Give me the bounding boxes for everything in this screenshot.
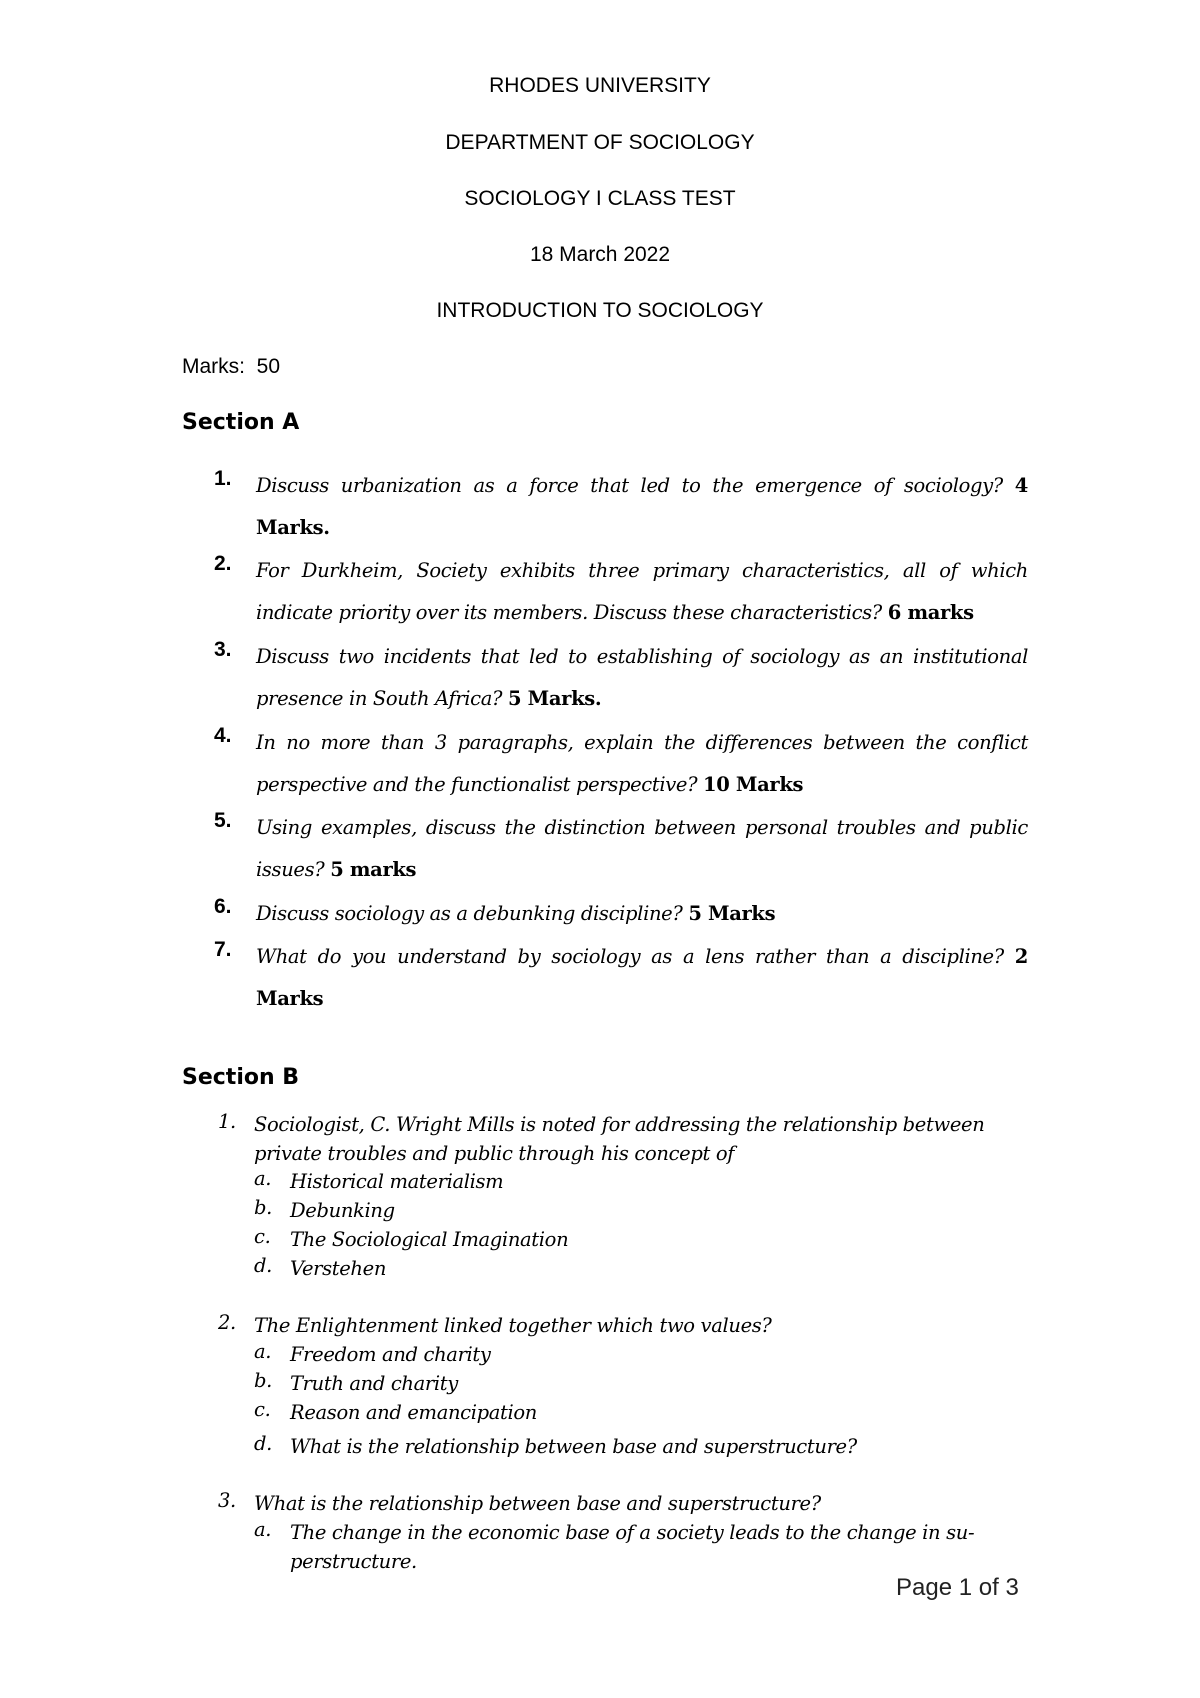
department-name: DEPARTMENT OF SOCIOLOGY [445,131,755,154]
marks-value: 50 [256,355,281,378]
total-marks [182,355,280,379]
document-page: RHODES UNIVERSITY DEPARTMENT OF SOCIOLOGY SOCIOLOGY I CLASS TEST 18 March 2022 INTRODUCTION TO SOCIOLOGY Marks: 50 Section A 1. Discuss urbanization as a force that led to the emergence of sociology? 4 Marks. 2. For Durkheim, Society exhibits three primary characteristics, all of which indicate priority over its members. Discuss these characteristics? 6 marks 3. Discuss two incidents that led to establishing of sociology as an institutional presence in South Africa? 5 Marks. 4. In no more than 3 paragraphs, explain the differences between the conflict perspective and the functionalist perspective? 10 Marks 5. Using examples, discuss the distinction between personal troubles and public issues? 5 marks 6. Discuss sociology as a debunking discipline? 5 Marks 7. What do you understand by sociology as a lens rather than a discipline? 2 Marks Section B 1. Sociologist, C. Wright Mills is noted for addressing the relationship between private troubles and public through his concept of a. Historical materialism b. Debunking c. The Sociological Imagination d. Verstehen 2. The Enlightenment linked together which two values? a. Freedom and charity b. Truth and charity c. Reason and emancipation d. What is the relationship between base and superstructure? 3. What is the relationship between base and superstructure? a. The change in the economic base of a society leads to the change in su-perstructure. Page 1 of 3 [0,0,1200,1698]
course-title: INTRODUCTION TO SOCIOLOGY [436,299,764,322]
page-number: Page 1 of 3 [896,1574,1019,1601]
section-b-title: Section B [182,1065,300,1090]
test-date: 18 March 2022 [529,243,671,266]
section-a-title: Section A [182,410,300,435]
marks-label: Marks: [182,355,245,378]
test-title: SOCIOLOGY I CLASS TEST [464,187,736,210]
university-name: RHODES UNIVERSITY [489,74,711,97]
